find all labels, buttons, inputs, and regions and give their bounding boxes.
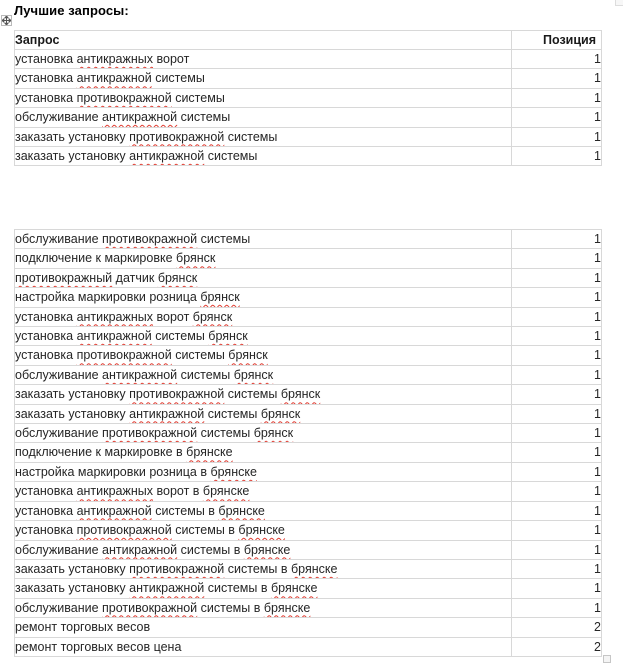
position-cell[interactable]: 1 bbox=[512, 521, 602, 540]
word: обслуживание bbox=[15, 600, 99, 615]
word: заказать bbox=[15, 387, 65, 402]
misspelled-word: антикражной bbox=[129, 406, 205, 421]
word: системы bbox=[180, 110, 231, 125]
word: установку bbox=[68, 406, 126, 421]
position-cell[interactable]: 1 bbox=[512, 307, 602, 326]
table-row bbox=[15, 521, 602, 540]
word: установка bbox=[15, 309, 74, 324]
query-cell[interactable] bbox=[15, 462, 512, 481]
word: датчик bbox=[115, 270, 155, 285]
word: подключение bbox=[15, 445, 93, 460]
position-cell[interactable]: 1 bbox=[512, 598, 602, 617]
word: системы bbox=[227, 387, 278, 402]
word: маркировке bbox=[104, 445, 173, 460]
word: заказать bbox=[15, 149, 65, 164]
word: установка bbox=[15, 90, 74, 105]
misspelled-word: брянске bbox=[290, 561, 338, 576]
position-cell[interactable]: 1 bbox=[512, 501, 602, 520]
query-cell[interactable] bbox=[15, 365, 512, 384]
word: в bbox=[260, 581, 268, 596]
misspelled-word: брянск bbox=[192, 309, 233, 324]
word: установку bbox=[68, 561, 126, 576]
word: системы bbox=[207, 149, 258, 164]
query-cell[interactable] bbox=[15, 598, 512, 617]
position-cell[interactable]: 1 bbox=[512, 540, 602, 559]
query-cell[interactable] bbox=[15, 521, 512, 540]
word: маркировке bbox=[104, 251, 173, 266]
query-cell[interactable] bbox=[15, 88, 512, 107]
word: заказать bbox=[15, 406, 65, 421]
position-cell[interactable]: 1 bbox=[512, 50, 602, 69]
table-row bbox=[15, 249, 602, 268]
word: настройка bbox=[15, 290, 75, 305]
misspelled-word: противокражной bbox=[102, 232, 198, 246]
word: маркировки bbox=[77, 464, 146, 479]
query-cell[interactable] bbox=[15, 385, 512, 404]
misspelled-word: брянске bbox=[210, 464, 257, 479]
misspelled-word: антикражной bbox=[102, 110, 178, 125]
misspelled-word: брянск bbox=[260, 406, 301, 421]
column-header-query[interactable]: Запрос bbox=[15, 31, 512, 50]
query-cell[interactable] bbox=[15, 307, 512, 326]
word: установка bbox=[15, 52, 74, 66]
table-row bbox=[15, 443, 602, 462]
table-row bbox=[15, 346, 602, 365]
query-cell[interactable] bbox=[15, 443, 512, 462]
query-cell[interactable] bbox=[15, 147, 512, 166]
word: системы bbox=[155, 503, 205, 518]
misspelled-word: антикражных bbox=[76, 484, 154, 499]
table-row bbox=[15, 637, 602, 656]
word: заказать bbox=[15, 561, 65, 576]
position-cell[interactable]: 1 bbox=[512, 443, 602, 462]
misspelled-word: брянск bbox=[228, 348, 268, 363]
table-row bbox=[15, 108, 602, 127]
table-row bbox=[15, 618, 602, 637]
word: системы bbox=[207, 406, 258, 421]
word: розница bbox=[149, 464, 197, 479]
position-cell[interactable]: 1 bbox=[512, 462, 602, 481]
table-row bbox=[15, 501, 602, 520]
move-cross-icon bbox=[2, 16, 11, 25]
position-cell[interactable]: 1 bbox=[512, 127, 602, 146]
table-move-handle[interactable] bbox=[1, 15, 12, 26]
misspelled-word: брянск bbox=[233, 367, 274, 382]
misspelled-word: брянске bbox=[243, 542, 291, 557]
word: ворот bbox=[156, 484, 190, 499]
misspelled-word: антикражной bbox=[76, 329, 152, 344]
word: к bbox=[95, 251, 101, 266]
word: к bbox=[95, 445, 101, 460]
misspelled-word: брянске bbox=[263, 600, 311, 615]
word: системы bbox=[227, 561, 278, 576]
query-cell[interactable] bbox=[15, 127, 512, 146]
query-cell[interactable] bbox=[15, 404, 512, 423]
table-row bbox=[15, 288, 602, 307]
query-cell[interactable] bbox=[15, 69, 512, 88]
query-cell[interactable] bbox=[15, 50, 512, 69]
query-cell[interactable] bbox=[15, 618, 512, 637]
table-row bbox=[15, 307, 602, 326]
word: в bbox=[280, 561, 288, 576]
query-cell[interactable] bbox=[15, 249, 512, 268]
word: установка bbox=[15, 329, 74, 344]
query-cell[interactable] bbox=[15, 268, 512, 287]
position-cell[interactable]: 1 bbox=[512, 88, 602, 107]
misspelled-word: противокражной bbox=[76, 90, 172, 105]
misspelled-word: антикражной bbox=[129, 581, 205, 596]
position-cell[interactable]: 1 bbox=[512, 424, 602, 443]
table-row bbox=[15, 579, 602, 598]
table-row bbox=[15, 598, 602, 617]
word: системы bbox=[200, 232, 251, 246]
misspelled-word: антикражных bbox=[76, 309, 154, 324]
word: установку bbox=[68, 149, 126, 164]
query-cell[interactable] bbox=[15, 637, 512, 656]
misspelled-word: брянск bbox=[280, 387, 321, 402]
word: подключение bbox=[15, 251, 93, 266]
misspelled-word: противокражной bbox=[76, 523, 172, 538]
document-title: Лучшие запросы: bbox=[14, 3, 129, 18]
word: системы bbox=[207, 581, 258, 596]
word: обслуживание bbox=[15, 367, 99, 382]
misspelled-word: брянск bbox=[200, 290, 240, 305]
table-row bbox=[15, 365, 602, 384]
misspelled-word: противокражной bbox=[129, 129, 225, 144]
position-cell[interactable]: 1 bbox=[512, 404, 602, 423]
table-row bbox=[15, 127, 602, 146]
word: обслуживание bbox=[15, 232, 99, 246]
word: установку bbox=[68, 387, 126, 402]
position-cell[interactable]: 1 bbox=[512, 249, 602, 268]
position-cell[interactable]: 1 bbox=[512, 385, 602, 404]
position-cell[interactable]: 1 bbox=[512, 147, 602, 166]
table-row bbox=[15, 88, 602, 107]
word: весов bbox=[116, 639, 151, 654]
word: обслуживание bbox=[15, 426, 99, 441]
word: обслуживание bbox=[15, 110, 99, 125]
query-cell[interactable] bbox=[15, 540, 512, 559]
position-cell[interactable]: 1 bbox=[512, 268, 602, 287]
misspelled-word: противокражный bbox=[15, 270, 113, 285]
position-cell[interactable]: 1 bbox=[512, 69, 602, 88]
table-row bbox=[15, 385, 602, 404]
position-cell[interactable]: 1 bbox=[512, 482, 602, 501]
misspelled-word: антикражной bbox=[102, 367, 178, 382]
word: системы bbox=[175, 348, 225, 363]
misspelled-word: противокражной bbox=[102, 426, 198, 441]
queries-table-block-2 bbox=[14, 229, 602, 657]
query-cell[interactable] bbox=[15, 424, 512, 443]
misspelled-word: противокражной bbox=[76, 348, 172, 363]
position-cell[interactable]: 1 bbox=[512, 346, 602, 365]
misspelled-word: брянске bbox=[218, 503, 265, 518]
misspelled-word: противокражной bbox=[129, 387, 225, 402]
table-row bbox=[15, 424, 602, 443]
word: установка bbox=[15, 503, 74, 518]
query-cell[interactable] bbox=[15, 288, 512, 307]
query-cell[interactable] bbox=[15, 482, 512, 501]
word: настройка bbox=[15, 464, 75, 479]
word: установка bbox=[15, 71, 74, 86]
word: в bbox=[200, 464, 207, 479]
word: ворот bbox=[156, 52, 190, 66]
word: маркировки bbox=[77, 290, 146, 305]
query-cell[interactable] bbox=[15, 501, 512, 520]
word: системы bbox=[175, 90, 225, 105]
word: в bbox=[192, 484, 200, 499]
word: в bbox=[208, 503, 215, 518]
table-row bbox=[15, 230, 602, 249]
word: системы bbox=[175, 523, 225, 538]
word: системы bbox=[155, 71, 205, 86]
misspelled-word: антикражной bbox=[102, 542, 178, 557]
position-cell[interactable]: 1 bbox=[512, 230, 602, 249]
position-cell[interactable]: 1 bbox=[512, 288, 602, 307]
table-row bbox=[15, 268, 602, 287]
query-cell[interactable] bbox=[15, 230, 512, 249]
position-cell[interactable]: 1 bbox=[512, 365, 602, 384]
position-cell[interactable]: 2 bbox=[512, 618, 602, 637]
table-row bbox=[15, 559, 602, 578]
word: ворот bbox=[156, 309, 190, 324]
table-header-row bbox=[15, 31, 602, 50]
query-cell[interactable] bbox=[15, 579, 512, 598]
misspelled-word: антикражной bbox=[76, 503, 152, 518]
word: цена bbox=[153, 639, 182, 654]
misspelled-word: брянске bbox=[186, 445, 233, 460]
word: ремонт bbox=[15, 620, 58, 635]
query-cell[interactable] bbox=[15, 327, 512, 346]
word: розница bbox=[149, 290, 197, 305]
word: системы bbox=[227, 129, 278, 144]
word: установка bbox=[15, 348, 74, 363]
table-row bbox=[15, 540, 602, 559]
query-cell[interactable] bbox=[15, 108, 512, 127]
position-cell[interactable]: 1 bbox=[512, 108, 602, 127]
word: торговых bbox=[60, 620, 114, 635]
table-row bbox=[15, 327, 602, 346]
misspelled-word: антикражной bbox=[76, 71, 152, 86]
query-cell[interactable] bbox=[15, 559, 512, 578]
misspelled-word: брянск bbox=[176, 251, 216, 266]
query-cell[interactable] bbox=[15, 346, 512, 365]
word: заказать bbox=[15, 581, 65, 596]
misspelled-word: противокражной bbox=[129, 561, 225, 576]
table-row bbox=[15, 404, 602, 423]
position-cell[interactable]: 1 bbox=[512, 327, 602, 346]
table-row bbox=[15, 69, 602, 88]
word: ремонт bbox=[15, 639, 58, 654]
word: системы bbox=[200, 426, 251, 441]
page-corner-artifact bbox=[615, 0, 623, 6]
table-row bbox=[15, 482, 602, 501]
misspelled-word: брянске bbox=[202, 484, 250, 499]
table-resize-handle[interactable] bbox=[603, 655, 611, 663]
misspelled-word: антикражных bbox=[76, 52, 154, 66]
word: в bbox=[233, 542, 241, 557]
word: системы bbox=[155, 329, 205, 344]
word: системы bbox=[180, 542, 231, 557]
word: торговых bbox=[60, 639, 114, 654]
column-header-position[interactable]: Позиция bbox=[512, 31, 602, 50]
queries-table-block-1 bbox=[14, 30, 602, 166]
table-row bbox=[15, 50, 602, 69]
position-cell[interactable]: 1 bbox=[512, 579, 602, 598]
misspelled-word: антикражной bbox=[129, 149, 205, 164]
word: обслуживание bbox=[15, 542, 99, 557]
misspelled-word: брянске bbox=[238, 523, 285, 538]
word: установку bbox=[68, 129, 126, 144]
misspelled-word: брянск bbox=[157, 270, 198, 285]
word: в bbox=[253, 600, 261, 615]
table-row bbox=[15, 147, 602, 166]
word: установку bbox=[68, 581, 126, 596]
table-row bbox=[15, 462, 602, 481]
misspelled-word: брянск bbox=[208, 329, 248, 344]
word: в bbox=[176, 445, 183, 460]
word: весов bbox=[116, 620, 151, 635]
word: в bbox=[228, 523, 235, 538]
misspelled-word: брянске bbox=[270, 581, 318, 596]
position-cell[interactable]: 1 bbox=[512, 559, 602, 578]
misspelled-word: противокражной bbox=[102, 600, 198, 615]
word: заказать bbox=[15, 129, 65, 144]
word: системы bbox=[180, 367, 231, 382]
position-cell[interactable]: 2 bbox=[512, 637, 602, 656]
misspelled-word: брянск bbox=[253, 426, 294, 441]
word: установка bbox=[15, 523, 74, 538]
word: системы bbox=[200, 600, 251, 615]
word: установка bbox=[15, 484, 74, 499]
